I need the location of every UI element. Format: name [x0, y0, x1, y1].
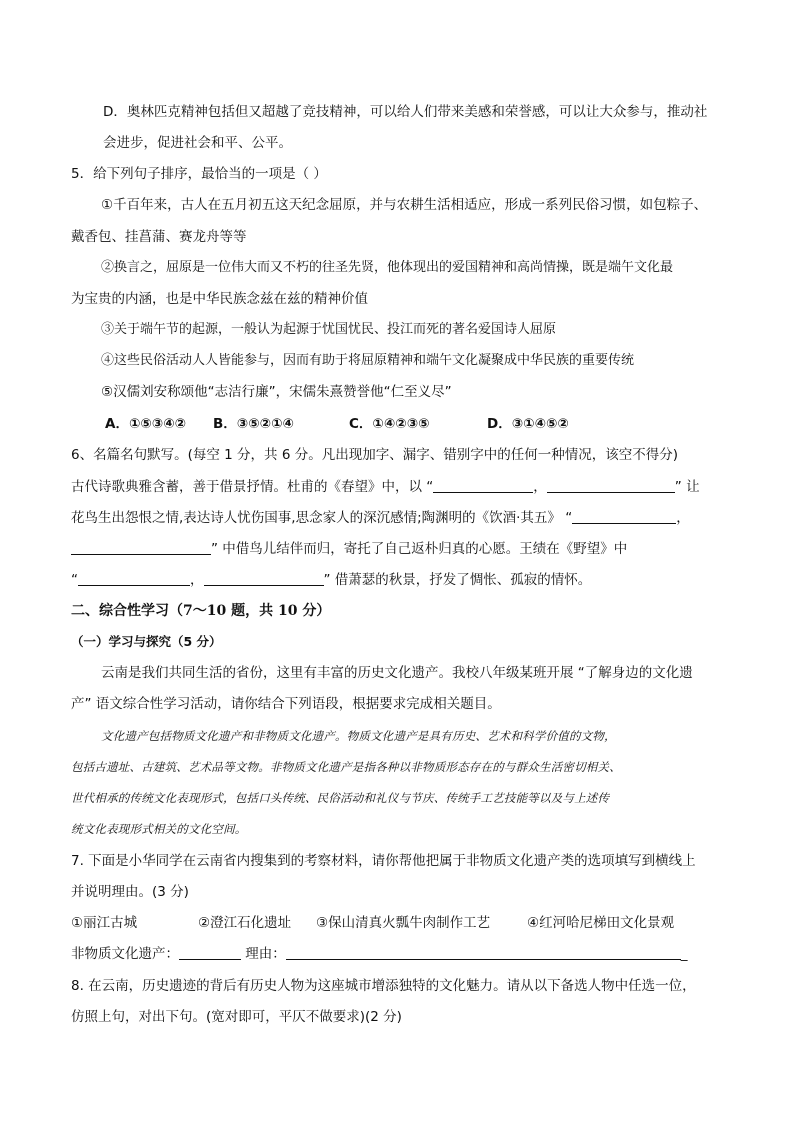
q6-line3 [71, 540, 627, 558]
q6-line2-text: 花鸟生出怨恨之情,表达诗人忧伤国事,思念家人的深沉感情;陶渊明的《饮酒·其五》 “ [71, 510, 573, 526]
q6-blank-5[interactable] [78, 571, 190, 586]
q6-line1-end: ” 让 [674, 479, 700, 495]
q5-option-c: C．①④②③⑤ [349, 416, 430, 432]
q5-sentence-3: ③关于端午节的起源，一般认为起源于忧国忧民、投江而死的著名爱国诗人屈原 [101, 322, 557, 337]
passage-line4: 统文化表现形式相关的文化空间。 [71, 822, 247, 836]
q6-blank-4[interactable] [71, 540, 211, 555]
q6-blank-2[interactable] [547, 478, 675, 493]
q6-line2-comma: ， [676, 510, 690, 526]
q7-reason-label: 理由： [245, 946, 286, 962]
q4-option-d-line1: D．奥林匹克精神包括但又超越了竞技精神，可以给人们带来美感和荣誉感，可以让大众参与，推动社 [103, 104, 708, 120]
q5-stem: 5．给下列句子排序，最恰当的一项是（ ） [71, 166, 327, 182]
section-2-intro-line2: 产” 语文综合性学习活动，请你结合下列语段，根据要求完成相关题目。 [71, 696, 501, 712]
section-2-intro-line1: 云南是我们共同生活的省份，这里有丰富的历史文化遗产。我校八年级某班开展 “了解身边的文化遗 [101, 665, 693, 681]
q7-answer-label: 非物质文化遗产： [71, 946, 179, 962]
q6-stem: 6、名篇名句默写。(每空 1 分，共 6 分。凡出现加字、漏字、错别字中的任何一种情况，该空不得分) [71, 447, 678, 463]
q5-sentence-2-line2: 为宝贵的内涵，也是中华民族念兹在兹的精神价值 [71, 291, 368, 307]
q7-stem-line1: 7. 下面是小华同学在云南省内搜集到的考察材料，请你帮他把属于非物质文化遗产类的选项填写到横线上 [71, 853, 696, 869]
q6-line1-text: 古代诗歌典雅含蓄，善于借景抒情。杜甫的《春望》中，以 “ [71, 479, 434, 495]
q7-answer-line [71, 945, 688, 963]
passage-line2: 包括古遗址、古建筑、艺术品等文物。非物质文化遗产是指各种以非物质形态存在的与群众生活密切相关、 [71, 760, 621, 774]
q7-option-2: ②澄江石化遗址 [198, 915, 292, 931]
q6-line3-text: ” 中借鸟儿结伴而归，寄托了自己返朴归真的心愿。王绩在《野望》中 [211, 541, 628, 557]
passage-line3: 世代相承的传统文化表现形式，包括口头传统、民俗活动和礼仪与节庆、传统手工艺技能等以及与上述传 [71, 791, 610, 805]
q8-stem-line2: 仿照上句，对出下句。(宽对即可，平仄不做要求)(2 分) [71, 1009, 402, 1025]
q5-sentence-5: ⑤汉儒刘安称颂他“志洁行廉”，宋儒朱熹赞誉他“仁至义尽” [101, 384, 452, 400]
q6-blank-6[interactable] [204, 571, 324, 586]
q7-option-3: ③保山清真火瓢牛肉制作工艺 [316, 915, 491, 931]
q5-sentence-2-line1: ②换言之，屈原是一位伟大而又不朽的往圣先贤，他体现出的爱国精神和高尚情操，既是端午文化最 [101, 260, 674, 275]
q7-reason-blank[interactable] [286, 945, 681, 960]
q7-line-tail: _ [680, 946, 688, 962]
q5-option-b: B．③⑤②①④ [213, 416, 294, 432]
q5-sentence-4: ④这些民俗活动人人皆能参与，因而有助于将屈原精神和端午文化凝聚成中华民族的重要传统 [101, 353, 635, 368]
q7-answer-blank[interactable] [179, 945, 241, 960]
q4-option-d-line2: 会进步，促进社会和平、公平。 [103, 135, 292, 151]
q6-line2 [71, 509, 690, 527]
section-2-subtitle: （一）学习与探究（5 分） [71, 634, 222, 649]
q6-line4-comma: ， [190, 572, 204, 588]
q5-option-d: D．③①④⑤② [487, 416, 569, 432]
q6-blank-3[interactable] [572, 509, 676, 524]
q6-line4-quote: “ [71, 572, 78, 588]
q5-sentence-1-line1: ①千百年来，古人在五月初五这天纪念屈原，并与农耕生活相适应，形成一系列民俗习惯，如包粽子、 [101, 197, 708, 213]
q7-option-1: ①丽江古城 [71, 915, 138, 931]
q8-stem-line1: 8. 在云南，历史遗迹的背后有历史人物为这座城市增添独特的文化魅力。请从以下备选人物中任选一位， [71, 978, 696, 994]
q7-stem-line2: 并说明理由。(3 分) [71, 884, 189, 900]
q5-sentence-1-line2: 戴香包、挂菖蒲、赛龙舟等等 [71, 229, 247, 245]
q6-blank-1[interactable] [433, 478, 533, 493]
q6-line4 [71, 571, 591, 589]
q6-line1-comma: ， [533, 479, 547, 495]
section-2-title: 二、综合性学习（7～10 题，共 10 分） [71, 603, 331, 619]
q6-line1 [71, 478, 700, 496]
q5-option-a: A．①⑤③④② [105, 416, 187, 432]
q7-option-4: ④红河哈尼梯田文化景观 [527, 915, 675, 931]
passage-line1: 文化遗产包括物质文化遗产和非物质文化遗产。物质文化遗产是具有历史、艺术和科学价值的文物， [101, 729, 616, 743]
q6-line4-end: ” 借萧瑟的秋景，抒发了惆怅、孤寂的情怀。 [323, 572, 592, 588]
